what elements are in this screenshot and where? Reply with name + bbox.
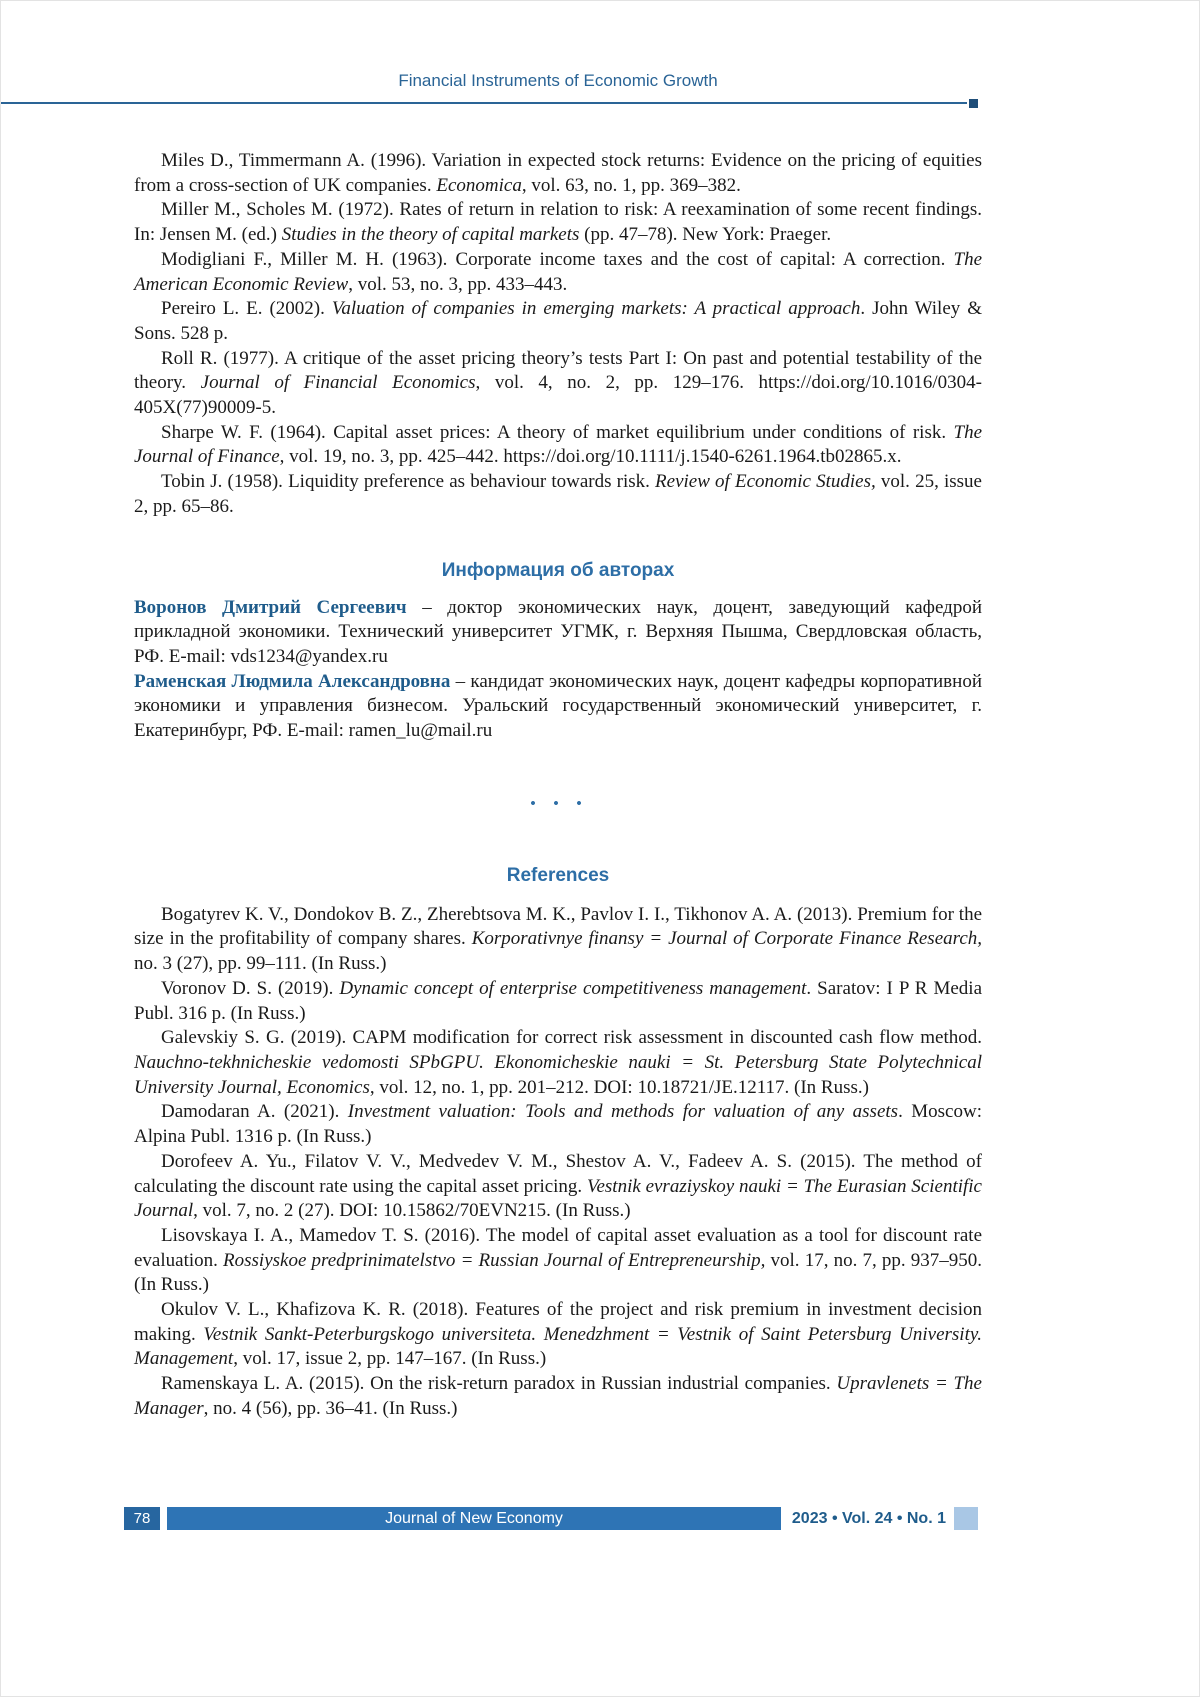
reference-item — [134, 1026, 982, 1100]
text-run: Review of Economic Studies, — [655, 471, 876, 493]
journal-name-bar: Journal of New Economy — [167, 1507, 781, 1530]
issue-info: 2023 • Vol. 24 • No. 1 — [791, 1510, 946, 1527]
references-continued-section — [134, 149, 982, 520]
page-footer — [1, 1507, 1200, 1531]
reference-item — [134, 297, 982, 346]
text-run: The Journal of Finance — [134, 421, 982, 468]
reference-item — [134, 1298, 982, 1372]
header-rule — [1, 98, 978, 108]
text-run: The American Economic Review — [134, 248, 982, 295]
text-run: Dynamic concept of enterprise competitiveness management — [339, 977, 807, 999]
text-run: Valuation of companies in emerging markets: A practical approach — [331, 298, 861, 320]
header-end-square-icon — [969, 99, 978, 108]
reference-item — [134, 347, 982, 421]
text-run: Pereiro L. E. (2002). — [161, 298, 332, 320]
text-run: Tobin J. (1958). Liquidity preference as behaviour towards risk. — [161, 471, 656, 493]
page-number-badge: 78 — [124, 1507, 160, 1530]
running-title: Financial Instruments of Economic Growth — [398, 71, 718, 90]
references-section-heading: References — [506, 864, 610, 886]
reference-item — [134, 1150, 982, 1224]
author-info — [134, 596, 982, 670]
reference-item — [134, 1372, 982, 1421]
text-run: . John Wiley & Sons. 528 p. — [134, 298, 983, 344]
text-run: . Moscow: Alpina Publ. 1316 p. (In Russ.) — [134, 1101, 982, 1148]
text-run: Vestnik evraziyskoy nauki = The Eurasian Scientific Journal — [134, 1175, 982, 1222]
reference-item — [134, 1224, 982, 1298]
text-run: Modigliani F., Miller M. H. (1963). Corporate income taxes and the cost of capital: A correction. — [161, 248, 954, 270]
reference-item — [134, 1100, 982, 1149]
reference-item — [134, 149, 982, 198]
reference-item — [134, 248, 982, 297]
text-run: Nauchno-tekhnicheskie vedomosti SPbGPU. Ekonomicheskie nauki = St. Petersburg State Polytechnical University Journal, Economics — [134, 1051, 982, 1098]
footer-end-square-icon — [954, 1507, 978, 1530]
text-run: – доктор экономических наук, доцент, заведующий кафедрой прикладной экономики. Технический университет УГМК, г. Верхняя Пышма, Свердловская область, РФ. E-mail: vds1234@yandex.ru — [134, 596, 982, 667]
text-run: Раменская Людмила Александровна — [134, 670, 451, 692]
text-run: , vol. 63, no. 1, pp. 369–382. — [521, 174, 741, 196]
text-run: Investment valuation: Tools and methods for valuation of any assets — [347, 1101, 899, 1123]
text-run: , vol. 17, issue 2, pp. 147–167. (In Russ.) — [233, 1348, 547, 1370]
text-run: vol. 17, no. 7, pp. 937–950. (In Russ.) — [134, 1249, 983, 1296]
text-run: , vol. 12, no. 1, pp. 201–212. DOI: 10.18721/JE.12117. (In Russ.) — [369, 1076, 869, 1098]
text-run: Okulov V. L., Khafizova K. R. (2018). Features of the project and risk premium in investment decision making. — [134, 1299, 982, 1345]
text-run: . Saratov: I P R Media Publ. 316 p. (In Russ.) — [134, 977, 983, 1024]
text-run: Economica — [436, 174, 522, 196]
text-run: Воронов Дмитрий Сергеевич — [134, 596, 407, 618]
text-run: no. 3 (27), pp. 99–111. (In Russ.) — [134, 953, 387, 975]
text-run: , no. 4 (56), pp. 36–41. (In Russ.) — [203, 1397, 458, 1419]
text-run: Damodaran A. (2021). — [161, 1101, 348, 1123]
text-run: Galevskiy S. G. (2019). CAPM modification for correct risk assessment in discounted cash flow method. — [161, 1027, 982, 1049]
page-content — [134, 149, 982, 1422]
text-run: Miller M., Scholes M. (1972). Rates of return in relation to risk: A reexamination of some recent findings. In: Jensen M. (ed.) — [134, 199, 982, 246]
text-run: Dorofeev A. Yu., Filatov V. V., Medvedev V. M., Shestov A. V., Fadeev A. S. (2015). The method of calculating the discount rate using the capital asset pricing. — [134, 1150, 982, 1197]
text-run: Vestnik Sankt-Peterburgskogo universiteta. Menedzhment = Vestnik of Saint Petersburg University. Management — [134, 1323, 982, 1370]
text-run: (pp. 47–78). New York: Praeger. — [579, 224, 832, 246]
text-run: , vol. 19, no. 3, pp. 425–442. https://doi.org/10.1111/j.1540-6261.1964.tb02865.x. — [279, 446, 902, 468]
text-run: – кандидат экономических наук, доцент кафедры корпоративной экономики и управления бизнесом. Уральский государственный экономический университет, г. Екатеринбург, РФ. E-mail: ramen_lu@mail.ru — [134, 670, 982, 742]
reference-item — [134, 977, 982, 1026]
reference-item — [134, 421, 982, 470]
text-run: , vol. 7, no. 2 (27). DOI: 10.15862/70EVN215. (In Russ.) — [193, 1200, 631, 1222]
reference-item — [134, 470, 982, 519]
section-separator: • • • — [530, 795, 586, 812]
header-rule-line — [1, 102, 967, 104]
authors-section — [134, 596, 982, 744]
text-run: Sharpe W. F. (1964). Capital asset prices: A theory of market equilibrium under conditions of risk. — [161, 421, 954, 443]
authors-section-heading: Информация об авторах — [441, 559, 675, 581]
references-section — [134, 903, 982, 1422]
text-run: , vol. 4, no. 2, pp. 129–176. https://doi.org/10.1016/0304-405X(77)90009-5. — [134, 372, 982, 419]
text-run: Studies in the theory of capital markets — [281, 224, 580, 246]
text-run: Korporativnye finansy = Journal of Corporate Finance Research, — [471, 928, 983, 950]
text-run: Ramenskaya L. A. (2015). On the risk-return paradox in Russian industrial companies. — [161, 1373, 837, 1395]
text-run: Bogatyrev K. V., Dondokov B. Z., Zherebtsova M. K., Pavlov I. I., Tikhonov A. A. (2013). Premium for the size in the profitability of company shares. — [134, 903, 982, 950]
text-run: vol. 25, issue 2, pp. 65–86. — [134, 471, 982, 517]
text-run: Roll R. (1977). A critique of the asset pricing theory’s tests Part I: On past and potential testability of the theory. — [134, 347, 982, 394]
reference-item — [134, 198, 982, 247]
text-run: Journal of Financial Economics — [200, 372, 476, 394]
text-run: Lisovskaya I. A., Mamedov T. S. (2016). The model of capital asset evaluation as a tool for discount rate evaluation. — [134, 1224, 982, 1271]
text-run: Voronov D. S. (2019). — [161, 977, 340, 999]
reference-item — [134, 903, 982, 977]
author-info — [134, 670, 982, 744]
text-run: , vol. 53, no. 3, pp. 433–443. — [348, 273, 568, 295]
text-run: Miles D., Timmermann A. (1996). Variation in expected stock returns: Evidence on the pricing of equities from a cross-section of UK companies. — [134, 150, 982, 196]
text-run: Rossiyskoe predprinimatelstvo = Russian Journal of Entrepreneurship, — [223, 1249, 766, 1271]
text-run: Upravlenets = The Manager — [134, 1373, 982, 1419]
